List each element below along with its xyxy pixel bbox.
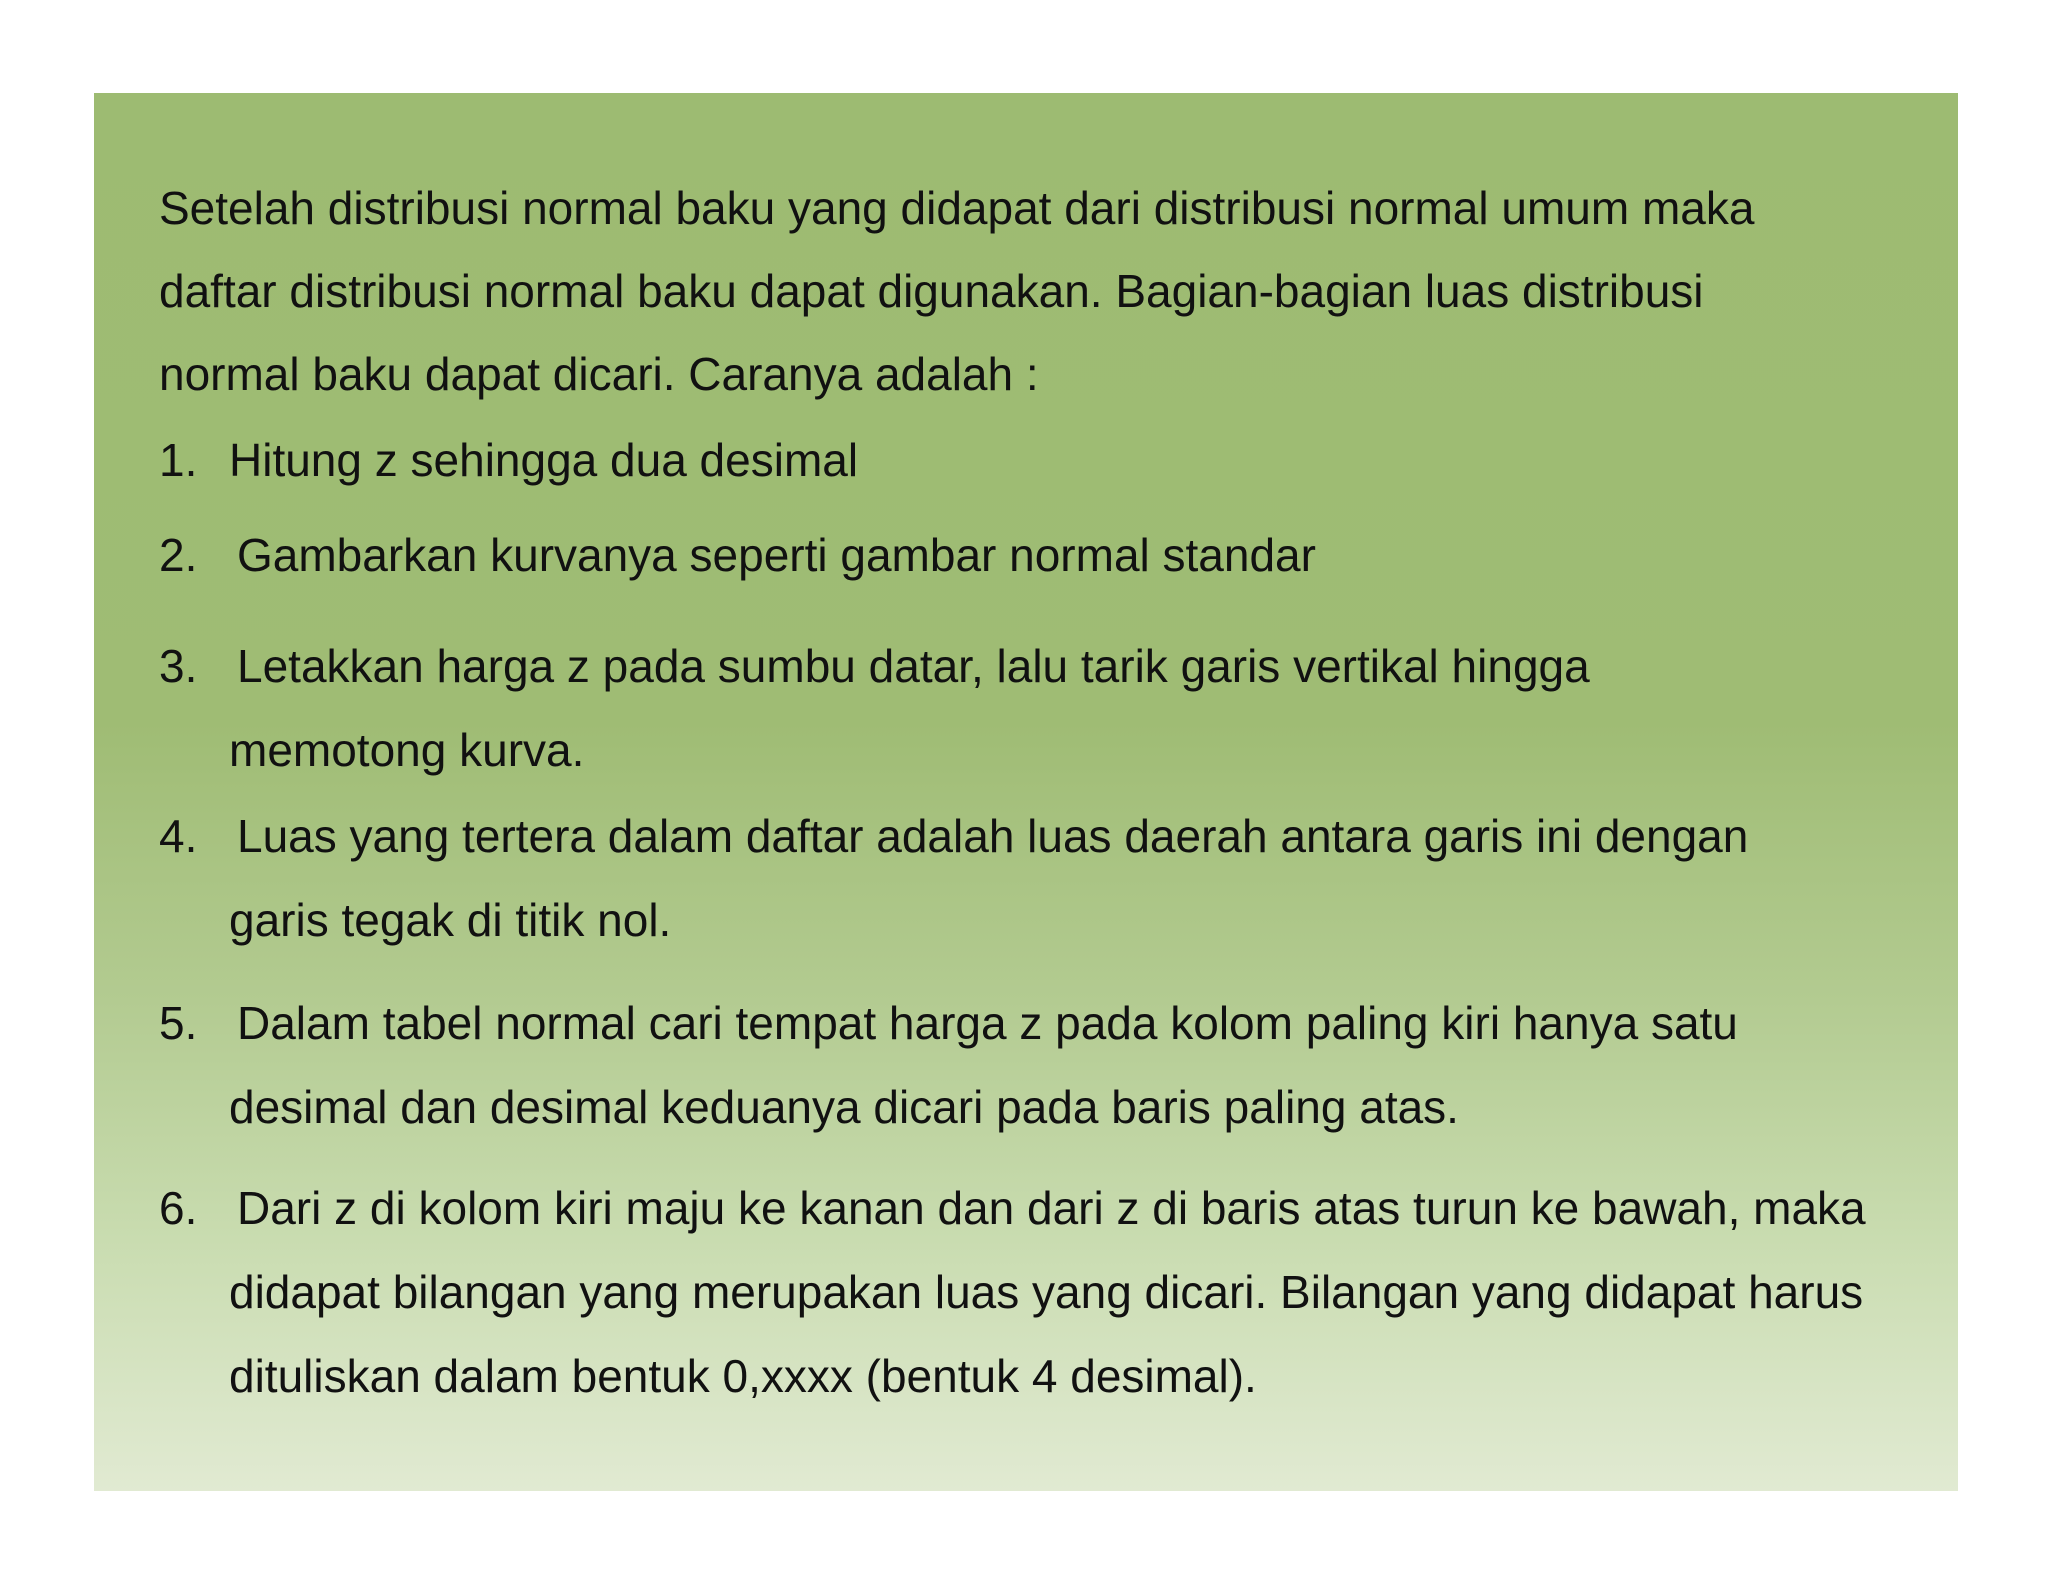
step-number: 6. [159, 1182, 198, 1234]
step-number: 2. [159, 529, 198, 581]
step-text-continued: didapat bilangan yang merupakan luas yang dicari. Bilangan yang didapat harus [229, 1266, 1864, 1318]
step-number: 3. [159, 640, 198, 692]
step-number: 5. [159, 997, 198, 1049]
step-number: 1. [159, 434, 198, 486]
step-text: Gambarkan kurvanya seperti gambar normal standar [237, 529, 1316, 581]
step-text-continued: garis tegak di titik nol. [229, 894, 672, 946]
step-text: Hitung z sehingga dua desimal [229, 434, 859, 486]
step-text-continued: dituliskan dalam bentuk 0,xxxx (bentuk 4 desimal). [229, 1350, 1257, 1402]
step-item-4 [159, 794, 1879, 962]
intro-line: daftar distribusi normal baku dapat digunakan. Bagian-bagian luas distribusi [159, 265, 1704, 317]
step-text: Luas yang tertera dalam daftar adalah luas daerah antara garis ini dengan [237, 810, 1749, 862]
step-text: Letakkan harga z pada sumbu datar, lalu tarik garis vertikal hingga [237, 640, 1590, 692]
step-item-2 [159, 513, 1879, 597]
step-item-5 [159, 981, 1879, 1149]
step-item-1 [159, 418, 1879, 502]
step-text-continued: memotong kurva. [229, 724, 585, 776]
step-text-continued: desimal dan desimal keduanya dicari pada baris paling atas. [229, 1081, 1459, 1133]
step-text: Dalam tabel normal cari tempat harga z pada kolom paling kiri hanya satu [237, 997, 1738, 1049]
step-number: 4. [159, 810, 198, 862]
step-item-3 [159, 624, 1879, 792]
intro-line: normal baku dapat dicari. Caranya adalah : [159, 348, 1039, 400]
step-item-6 [159, 1166, 1879, 1418]
intro-paragraph [159, 167, 1859, 416]
intro-line: Setelah distribusi normal baku yang didapat dari distribusi normal umum maka [159, 182, 1755, 234]
step-text: Dari z di kolom kiri maju ke kanan dan dari z di baris atas turun ke bawah, maka [237, 1182, 1866, 1234]
